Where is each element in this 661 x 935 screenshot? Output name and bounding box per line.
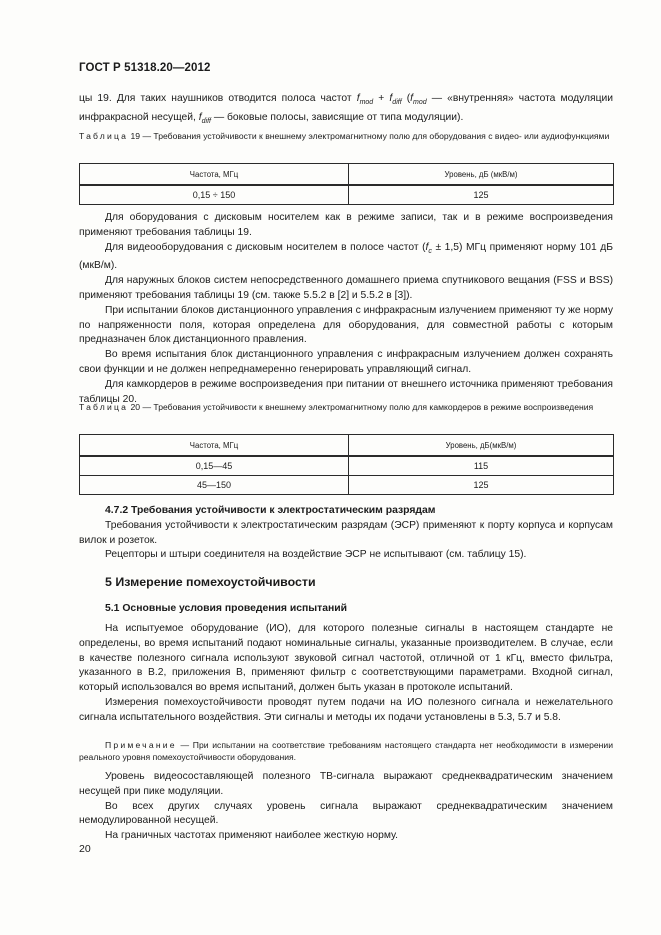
paragraph: Измерения помехоустойчивости проводят путем подачи на ИО полезного сигнала и нежелательного сигнала испытательного воздействия. Эти сигналы и методы их подачи установлены в 5.3, 5.7 и 5.8. — [79, 696, 613, 723]
table-label: Таблица — [79, 402, 129, 412]
intro-text-c: — боковые полосы, зависящие от типа модуляции). — [210, 111, 464, 123]
section-5-paragraphs-b — [79, 770, 613, 844]
table20-caption — [79, 402, 613, 414]
section-4-7-2 — [79, 504, 613, 563]
section-5-1 — [79, 602, 613, 617]
formula-sub: mod — [359, 99, 374, 106]
paragraph: Требования устойчивости к электростатическим разрядам (ЭСР) применяют к порту корпуса и корпусам вилок и розеток. — [79, 519, 613, 546]
table-cell: 0,15 ÷ 150 — [80, 185, 349, 205]
formula-f: f — [410, 93, 414, 104]
paragraph: На граничных частотах применяют наиболее жесткую норму. — [105, 830, 399, 842]
table-cell: 45—150 — [80, 476, 349, 495]
paragraph: На испытуемое оборудование (ИО), для которого полезные сигналы в настоящем стандарте не определены, во время испытаний подают номинальные сигналы, указанные производителем. В случае, если в качестве полезного сигнала используют звуковой сигнал частотой, отличной от 1 кГц, вместо фильтра, указанного в В.2, приложения В, применяют фильтр с соответствующими параметрами. Входной сигнал, который использовался во время испытаний, должен быть указан в протоколе испытаний. — [79, 623, 613, 694]
table-row — [80, 185, 614, 205]
formula-sub: diff — [201, 117, 211, 125]
paragraph: При испытании блоков дистанционного управления с инфракрасным излучением применяют ту же норму по напряженности поля, которая определена для оборудования, для совместной работы с которым предназначен блок дистанционного правления. — [79, 304, 613, 346]
paragraph: Для оборудования с дисковым носителем как в режиме записи, так и в режиме воспроизведения применяют требования таблицы 19. — [79, 212, 613, 238]
table-header-cell: Частота, МГц — [80, 164, 349, 186]
note-text: — При испытании на соответствие требованиям настоящего стандарта нет необходимости в измерении реального уровня помехоустойчивости оборудования. — [79, 740, 613, 762]
page-header: ГОСТ Р 51318.20—2012 — [79, 62, 211, 74]
formula-f: f — [389, 93, 393, 104]
table-19 — [79, 163, 614, 205]
section-5 — [79, 575, 613, 590]
paragraph: Для наружных блоков систем непосредственного домашнего приема спутникового вещания (FSS и BSS) применяют требования таблицы 19 (см. также 5.5.2 в [2] и 5.5.2 в [3]). — [79, 275, 613, 301]
table-cell: 125 — [349, 476, 614, 495]
note — [79, 739, 613, 763]
table-20 — [79, 434, 614, 495]
formula-sub: diff — [392, 99, 402, 106]
table-header-cell: Частота, МГц — [80, 435, 349, 457]
section-heading: 4.7.2 Требования устойчивости к электростатическим разрядам — [105, 505, 436, 516]
table-caption-text: 19 — Требования устойчивости к внешнему электромагнитному полю для оборудования с видео- или аудиофункциями — [128, 131, 610, 141]
page-number: 20 — [79, 843, 91, 855]
table-header-row — [80, 435, 614, 457]
table-cell: 0,15—45 — [80, 456, 349, 476]
table-caption-text: 20 — Требования устойчивости к внешнему электромагнитному полю для камкордеров в режиме воспроизведения — [128, 402, 594, 412]
table-cell: 125 — [349, 185, 614, 205]
formula-f: f — [198, 111, 202, 123]
section-heading: 5 Измерение помехоустойчивости — [105, 575, 316, 589]
paragraph: Рецепторы и штыри соединителя на воздействие ЭСР не испытывают (см. таблицу 15). — [105, 549, 527, 561]
formula-f: f — [356, 93, 360, 104]
table-header-cell: Уровень, дБ(мкВ/м) — [349, 435, 614, 457]
table-row — [80, 476, 614, 495]
paragraph-video: Для видеооборудования с дисковым носителем в полосе частот $(f_c \pm 1,5)$ МГц применяют норму 101 дБ (мкВ/м). — [79, 241, 614, 272]
formula-paren: ( — [401, 93, 411, 104]
table-cell: 115 — [349, 456, 614, 476]
intro-paragraph — [79, 92, 613, 130]
formula-sub: mod — [413, 99, 427, 106]
note-label: Примечание — [105, 740, 177, 750]
paragraph: Во всех других случаях уровень сигнала выражают среднеквадратическим значением немодулированной несущей. — [79, 800, 613, 827]
formula-f: f — [425, 241, 429, 253]
paragraph: Для камкордеров в режиме воспроизведения при питании от внешнего источника применяют требования таблицы 20. — [79, 378, 613, 405]
section-5-paragraphs — [79, 622, 613, 726]
table-label: Таблица — [79, 131, 129, 141]
intro-text-a: цы 19. Для таких наушников отводится полоса частот — [79, 93, 357, 104]
formula-plus: + — [373, 93, 390, 104]
paragraphs-group-a — [79, 211, 613, 407]
subsection-heading: 5.1 Основные условия проведения испытаний — [105, 603, 348, 614]
formula-sub: c — [428, 247, 432, 255]
table-row — [80, 456, 614, 476]
table-header-cell: Уровень, дБ (мкВ/м) — [349, 164, 614, 186]
table19-caption — [79, 131, 613, 143]
paragraph: Уровень видеосоставляющей полезного ТВ-сигнала выражают среднеквадратическим значением несущей при пике модуляции. — [79, 771, 613, 797]
intro-text-b: — «внутренняя» частота модуляции инфракрасной несущей, — [79, 93, 613, 123]
paragraph: Во время испытания блок дистанционного управления с инфракрасным излучением должен сохранять свои функции и не должен непреднамеренно генерировать управляющий сигнал. — [79, 349, 613, 375]
table-header-row — [80, 164, 614, 186]
